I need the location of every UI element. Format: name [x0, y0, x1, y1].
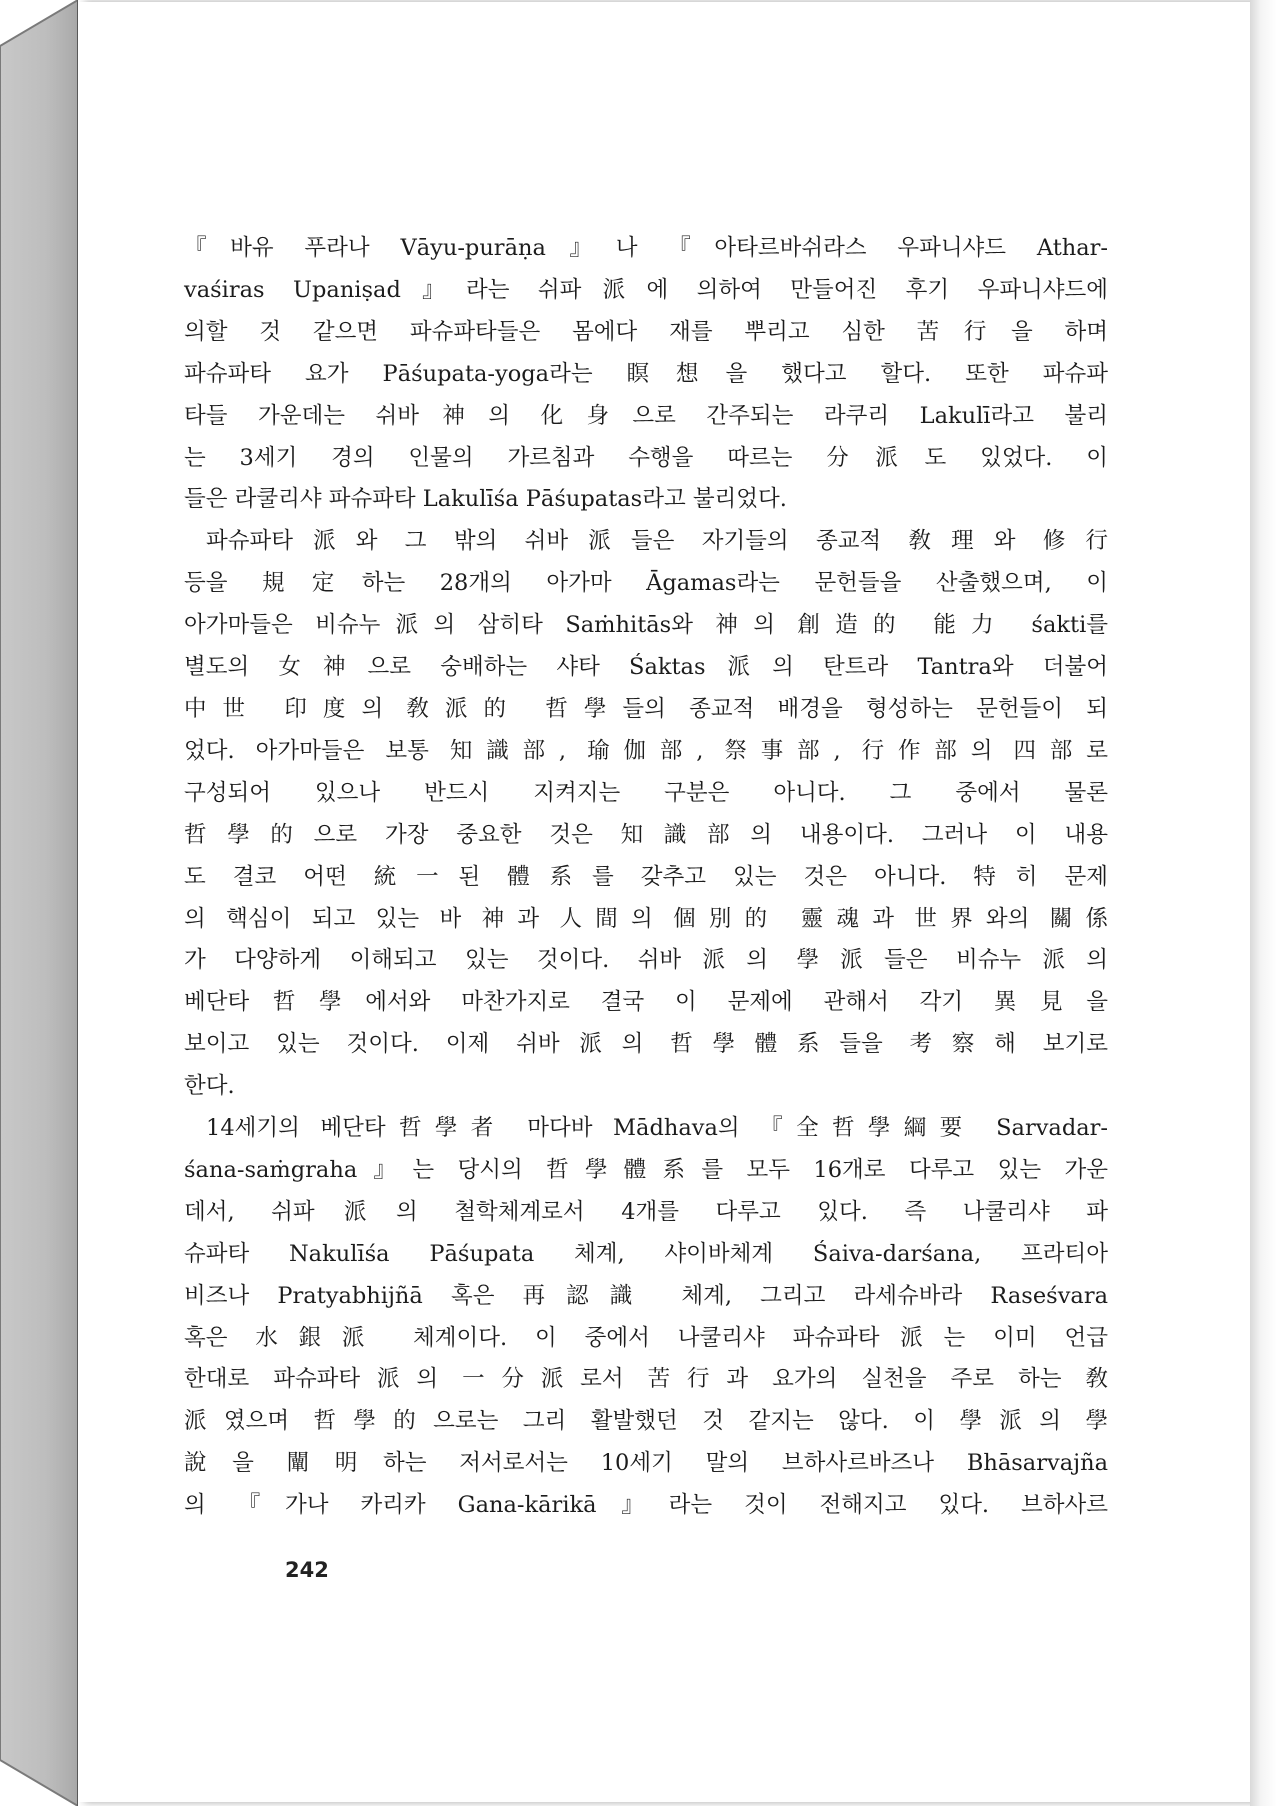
- text-line: 었다. 아가마들은 보통 知識部, 瑜伽部, 祭事部, 行作部의 四部로: [184, 737, 1108, 764]
- text-line: 한대로 파슈파타派의 一分派로서 苦行과 요가의 실천을 주로 하는 敎: [184, 1366, 1108, 1393]
- text-line: 哲學的으로 가장 중요한 것은 知識部의 내용이다. 그러나 이 내용: [184, 821, 1108, 848]
- text-line: 『바유 푸라나 Vāyu-purāṇa』나 『아타르바쉬라스 우파니샤드 Athar-: [184, 235, 1108, 261]
- text-line: 한다.: [184, 1073, 235, 1100]
- text-line: 보이고 있는 것이다. 이제 쉬바派의 哲學體系들을 考察해 보기로: [184, 1031, 1108, 1058]
- text-line: 들은 라쿨리샤 파슈파타 Lakulīśa Pāśupatas라고 불리었다.: [184, 486, 787, 513]
- text-line: 도 결코 어떤 統一된 體系를 갖추고 있는 것은 아니다. 特히 문제: [184, 863, 1108, 890]
- text-line: 14세기의 베단타哲學者 마다바 Mādhava의 『全哲學綱要 Sarvadar-: [206, 1115, 1108, 1142]
- text-line: 說을 闡明하는 저서로서는 10세기 말의 브하사르바즈나 Bhāsarvajña: [184, 1450, 1108, 1477]
- text-line: 파슈파타派와 그 밖의 쉬바派들은 자기들의 종교적 敎理와 修行: [206, 528, 1109, 555]
- text-line: 별도의 女神으로 숭배하는 샤타 Śaktas派의 탄트라 Tantra와 더불어: [184, 654, 1108, 681]
- text-line: 베단타哲學에서와 마찬가지로 결국 이 문제에 관해서 각기 異見을: [184, 989, 1108, 1016]
- paragraph-3: [184, 1108, 1108, 1527]
- paragraph-2: [184, 521, 1108, 1108]
- text-line: 비즈나 Pratyabhijñā 혹은 再認識 체계, 그리고 라세슈바라 Raseśvara: [184, 1282, 1108, 1309]
- page-edge: [1250, 0, 1277, 1806]
- text-line: 슈파타 Nakulīśa Pāśupata 체계, 샤이바체계 Śaiva-darśana, 프라티아: [184, 1240, 1108, 1267]
- text-line: 데서, 쉬파派의 철학체계로서 4개를 다루고 있다. 즉 나쿨리샤 파: [184, 1198, 1108, 1225]
- text-line: 派였으며 哲學的으로는 그리 활발했던 것 같지는 않다. 이 學派의 學: [184, 1408, 1108, 1435]
- text-line: 아가마들은 비슈누派의 삼히타 Saṁhitās와 神의 創造的 能力 śakti를: [184, 612, 1108, 639]
- book-spine: [0, 0, 78, 1806]
- text-line: 의 핵심이 되고 있는 바 神과 人間의 個別的 靈魂과 世界와의 關係: [184, 905, 1108, 932]
- text-line: 가 다양하게 이해되고 있는 것이다. 쉬바派의 學派들은 비슈누派의: [184, 947, 1108, 974]
- text-line: 의할 것 같으면 파슈파타들은 몸에다 재를 뿌리고 심한 苦行을 하며: [184, 318, 1108, 345]
- paragraph-1: [184, 228, 1108, 521]
- text-line: śana-saṁgraha』는 당시의 哲學體系를 모두 16개로 다루고 있는 가운: [184, 1156, 1108, 1183]
- text-line: vaśiras Upaniṣad』라는 쉬파派에 의하여 만들어진 후기 우파니샤드에: [184, 276, 1108, 303]
- body-text: [184, 228, 1108, 1527]
- text-line: 는 3세기 경의 인물의 가르침과 수행을 따르는 分派도 있었다. 이: [184, 444, 1108, 471]
- page-number: 242: [285, 1558, 329, 1582]
- text-line: 혹은 水銀派 체계이다. 이 중에서 나쿨리샤 파슈파타派는 이미 언급: [184, 1324, 1108, 1351]
- text-line: 파슈파타 요가 Pāśupata-yoga라는 瞑想을 했다고 할다. 또한 파슈파: [184, 360, 1108, 387]
- text-line: 구성되어 있으나 반드시 지켜지는 구분은 아니다. 그 중에서 물론: [184, 779, 1108, 806]
- text-line: 등을 規定하는 28개의 아가마 Āgamas라는 문헌들을 산출했으며, 이: [184, 570, 1108, 597]
- text-line: 타들 가운데는 쉬바神의 化身으로 간주되는 라쿠리 Lakulī라고 불리: [184, 402, 1108, 429]
- text-line: 의 『가나 카리카 Gana-kārikā』라는 것이 전해지고 있다. 브하사르: [184, 1492, 1108, 1519]
- text-line: 中世 印度의 敎派的 哲學들의 종교적 배경을 형성하는 문헌들이 되: [184, 695, 1108, 722]
